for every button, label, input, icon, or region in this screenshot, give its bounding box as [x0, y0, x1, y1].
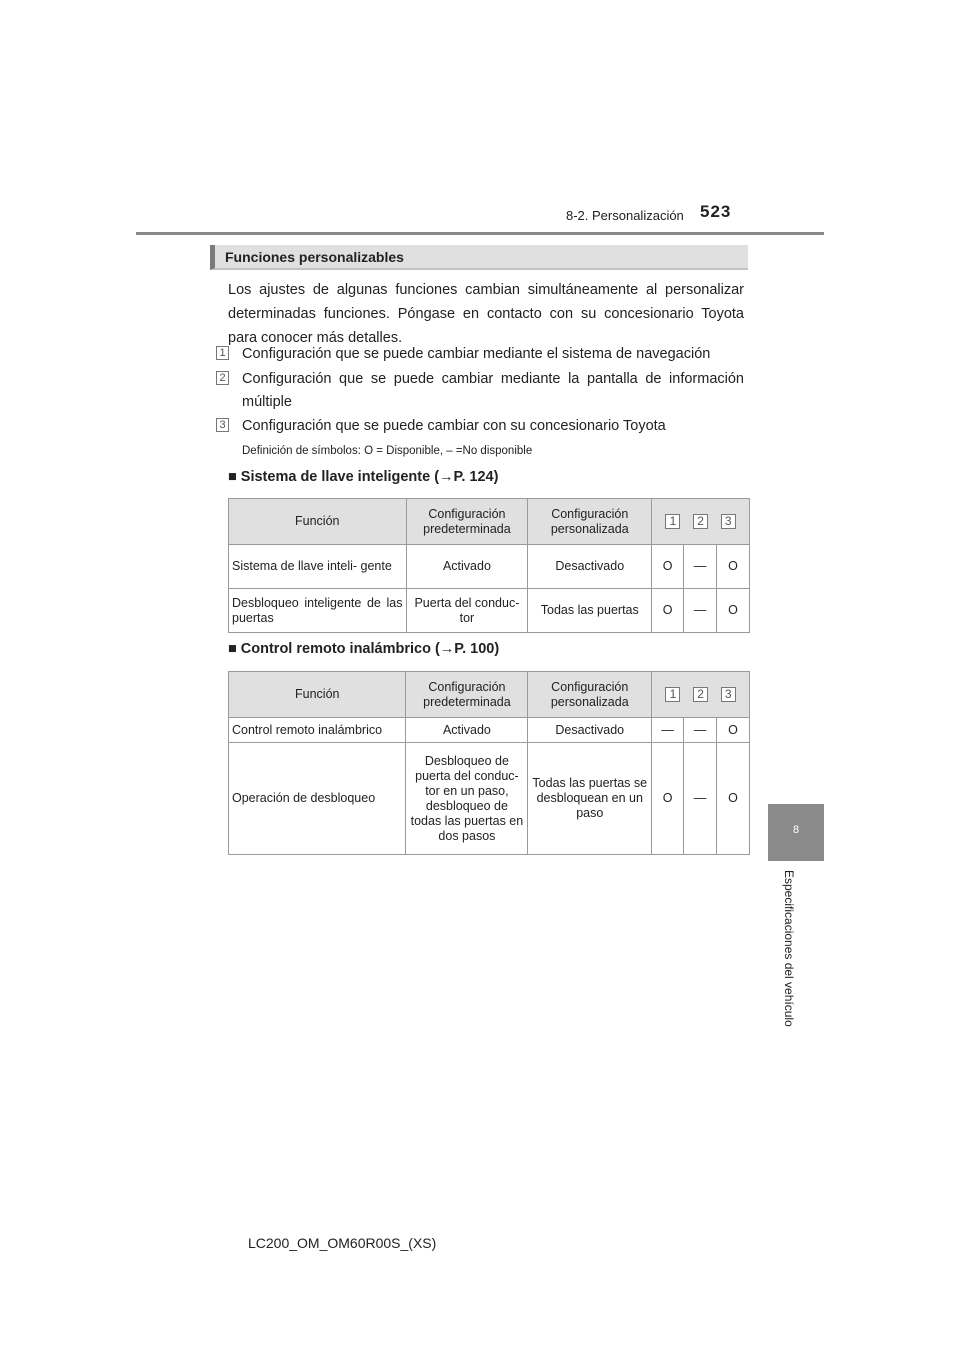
number-badge-1: 1 — [665, 687, 680, 702]
subheading-text: Sistema de llave inteligente ( — [240, 469, 440, 485]
cell-1: O — [652, 589, 684, 633]
header-default: Configuración predeterminada — [406, 499, 528, 545]
page-ref: P. 124) — [453, 469, 499, 485]
cell-3: O — [717, 589, 750, 633]
header-function: Función — [229, 499, 407, 545]
cell-default: Activado — [406, 718, 528, 743]
cell-2: — — [684, 718, 717, 743]
subheading-remote-control — [228, 641, 499, 657]
remote-control-table — [228, 671, 750, 855]
number-badge-2: 2 — [216, 371, 229, 385]
cell-custom: Todas las puertas se desbloquean en un paso — [528, 743, 652, 855]
table-header-row — [229, 672, 750, 718]
subheading-text: Control remoto inalámbrico ( — [240, 641, 440, 657]
document-code: LC200_OM_OM60R00S_(XS) — [248, 1235, 437, 1251]
cell-function: Sistema de llave inteli- gente — [229, 545, 407, 589]
legend-item-text: Configuración que se puede cambiar mediante el sistema de navegación — [242, 346, 711, 362]
cell-2: — — [684, 545, 717, 589]
table-row — [229, 743, 750, 855]
section-banner-title: Funciones personalizables — [225, 249, 404, 265]
cell-function: Operación de desbloqueo — [229, 743, 406, 855]
cell-function: Desbloqueo inteligente de las puertas — [229, 589, 407, 633]
number-badge-2: 2 — [693, 687, 708, 702]
cell-2: — — [684, 743, 717, 855]
symbols-note: Definición de símbolos: O = Disponible, – =No disponible — [242, 445, 533, 457]
subheading-smart-key — [228, 469, 498, 485]
number-badge-1: 1 — [216, 346, 229, 360]
table-header-row — [229, 499, 750, 545]
header-custom: Configuración personalizada — [528, 672, 652, 718]
table-row — [229, 718, 750, 743]
section-title: 8-2. Personalización — [566, 208, 684, 223]
bullet-square: ■ — [228, 469, 237, 485]
number-badge-1: 1 — [665, 514, 680, 529]
intro-paragraph: Los ajustes de algunas funciones cambian simultáneamente al personalizar determinadas funciones. Póngase en contacto con su concesionario Toyota para conocer más detalles. — [228, 282, 744, 346]
table-row — [229, 589, 750, 633]
legend-item-text: Configuración que se puede cambiar mediante la pantalla de información múltiple — [242, 371, 744, 410]
cell-default: Puerta del conduc- tor — [406, 589, 528, 633]
cell-3: O — [717, 545, 750, 589]
number-badge-3: 3 — [216, 418, 229, 432]
cell-3: O — [717, 743, 750, 855]
cell-1: O — [652, 743, 684, 855]
page-number: 523 — [700, 202, 732, 221]
cell-1: — — [652, 718, 684, 743]
header-function: Función — [229, 672, 406, 718]
page-ref: P. 100) — [454, 641, 500, 657]
legend-item-text: Configuración que se puede cambiar con su concesionario Toyota — [242, 418, 666, 434]
header-default: Configuración predeterminada — [406, 672, 528, 718]
number-badge-3: 3 — [721, 687, 736, 702]
cell-default: Desbloqueo de puerta del conduc- tor en un paso, desbloqueo de todas las puertas en dos pasos — [406, 743, 528, 855]
header-custom: Configuración personalizada — [528, 499, 652, 545]
smart-key-table — [228, 498, 750, 633]
number-badge-2: 2 — [693, 514, 708, 529]
header-divider — [136, 232, 824, 235]
cell-1: O — [652, 545, 684, 589]
cell-function: Control remoto inalámbrico — [229, 718, 406, 743]
section-banner — [210, 245, 748, 270]
cell-custom: Desactivado — [528, 718, 652, 743]
chapter-tab-label: Especificaciones del vehículo — [782, 870, 796, 1027]
cell-custom: Desactivado — [528, 545, 652, 589]
arrow-icon: → — [439, 469, 454, 485]
chapter-tab-number: 8 — [792, 824, 800, 836]
cell-3: O — [717, 718, 750, 743]
cell-custom: Todas las puertas — [528, 589, 652, 633]
table-row — [229, 545, 750, 589]
header-numbers — [652, 499, 750, 545]
cell-default: Activado — [406, 545, 528, 589]
cell-2: — — [684, 589, 717, 633]
number-badge-3: 3 — [721, 514, 736, 529]
arrow-icon: → — [439, 641, 455, 657]
bullet-square: ■ — [228, 641, 237, 657]
header-numbers — [652, 672, 750, 718]
